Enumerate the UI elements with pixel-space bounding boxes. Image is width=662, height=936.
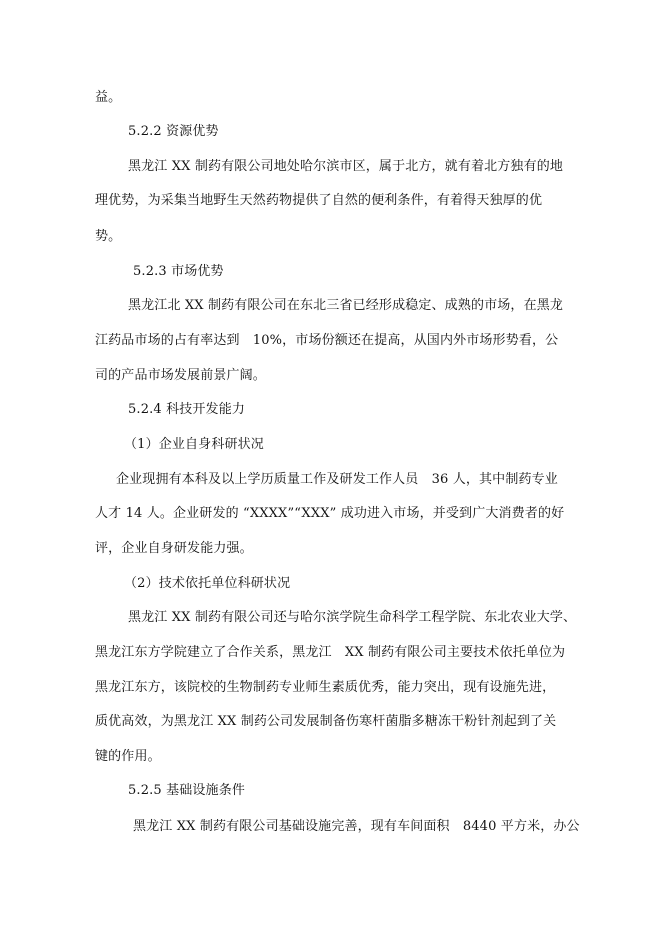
text-line: 黑龙江北 XX 制药有限公司在东北三省已经形成稳定、成熟的市场，在黑龙 [128, 298, 564, 313]
text-line: 黑龙江 XX 制药有限公司还与哈尔滨学院生命科学工程学院、东北农业大学、 [128, 610, 577, 625]
text-line: 评，企业自身研发能力强。 [95, 541, 253, 556]
section-heading-5-2-2: 5.2.2 资源优势 [128, 124, 219, 139]
text-line: 益。 [95, 90, 122, 105]
text-line: 黑龙江 XX 制药有限公司基础设施完善，现有车间面积 8440 平方米，办公 [133, 819, 580, 834]
text-line: 质优高效，为黑龙江 XX 制药公司发展制备伤寒杆菌脂多糖冻干粉针剂起到了关 [95, 714, 557, 729]
section-heading-5-2-4: 5.2.4 科技开发能力 [128, 402, 246, 417]
section-heading-5-2-5: 5.2.5 基础设施条件 [128, 783, 246, 798]
text-line: 司的产品市场发展前景广阔。 [95, 368, 266, 383]
section-heading-5-2-3: 5.2.3 市场优势 [133, 264, 224, 279]
text-line: 键的作用。 [95, 749, 161, 764]
text-line: 黑龙江东方，该院校的生物制药专业师生素质优秀，能力突出，现有设施先进， [95, 680, 556, 695]
text-line: 人才 14 人。企业研发的 “XXXX”“XXX” 成功进入市场，并受到广大消费者的好 [95, 506, 565, 521]
text-line: 江药品市场的占有率达到 10%，市场份额还在提高，从国内外市场形势看，公 [95, 333, 559, 348]
text-line: 黑龙江 XX 制药有限公司地处哈尔滨市区，属于北方，就有着北方独有的地 [128, 159, 564, 174]
subsection-heading: （1）企业自身科研状况 [124, 437, 264, 452]
text-line: 黑龙江东方学院建立了合作关系，黑龙江 XX 制药有限公司主要技术依托单位为 [95, 645, 566, 660]
text-line: 势。 [95, 229, 122, 244]
text-line: 理优势，为采集当地野生天然药物提供了自然的便利条件，有着得天独厚的优 [95, 193, 543, 208]
subsection-heading: （2）技术依托单位科研状况 [124, 576, 291, 591]
text-line: 企业现拥有本科及以上学历质量工作及研发工作人员 36 人，其中制药专业 [116, 472, 558, 487]
